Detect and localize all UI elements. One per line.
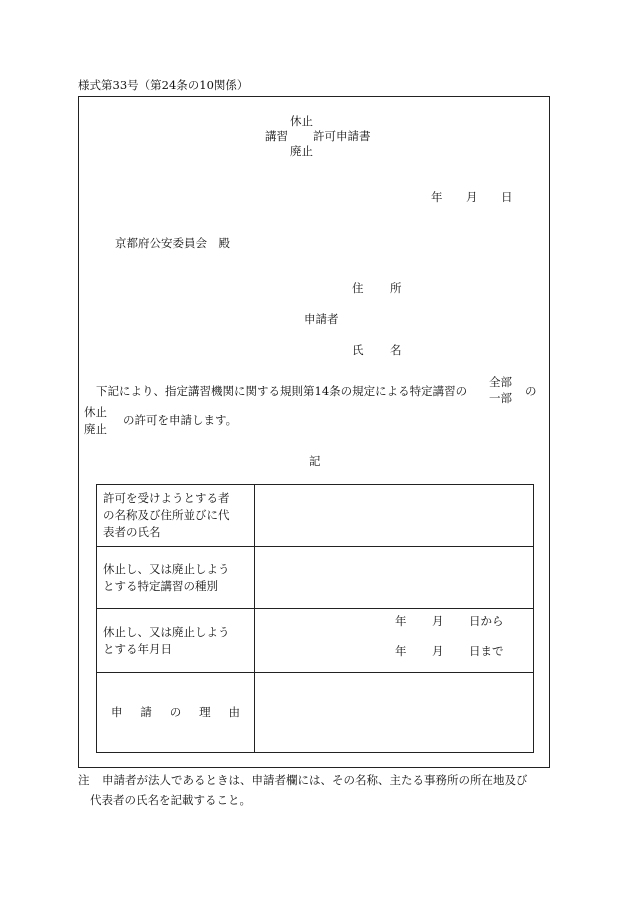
address-label-2: 所 (390, 281, 402, 295)
table-row-course-type (97, 547, 534, 609)
period-to-month: 月 (432, 644, 444, 658)
reason-label (97, 673, 255, 753)
reason-field[interactable] (255, 673, 534, 753)
reason-char: 請 (140, 705, 152, 720)
title-main-right: 許可申請書 (313, 129, 371, 143)
course-type-field[interactable] (255, 547, 534, 609)
application-items-table (96, 484, 534, 753)
form-number: 様式第33号（第24条の10関係） (78, 78, 249, 92)
label-line: の名称及び住所並びに代 (103, 508, 230, 523)
scope-option-part: 一部 (489, 391, 512, 405)
date-day: 日 (501, 190, 513, 204)
period-from-month: 月 (432, 614, 444, 628)
label-line: 休止し、又は廃止しよう (103, 624, 230, 639)
name-label-2: 名 (390, 343, 402, 357)
reason-char: 由 (228, 705, 240, 720)
period-to-year: 年 (395, 644, 407, 658)
applicant-info-label (97, 485, 255, 547)
period-field[interactable] (255, 609, 534, 673)
label-line: とする年月日 (103, 641, 172, 656)
statement-text: 下記により、指定講習機関に関する規則第14条の規定による特定講習の (96, 384, 468, 398)
title-option-suspend: 休止 (290, 114, 313, 128)
statement-ending: の許可を申請します。 (123, 413, 238, 427)
table-row-applicant (97, 485, 534, 547)
scope-option-all: 全部 (489, 375, 512, 389)
action-option-suspend: 休止 (84, 405, 107, 419)
footnote-line-2: 代表者の氏名を記載すること。 (90, 793, 251, 807)
reason-char: の (169, 705, 182, 720)
period-from-day: 日から (469, 614, 504, 628)
label-line: 許可を受けようとする者 (103, 491, 230, 506)
label-line: とする特定講習の種別 (103, 578, 218, 593)
table-row-period (97, 609, 534, 673)
applicant-info-field[interactable] (255, 485, 534, 547)
period-label (97, 609, 255, 673)
action-option-abolish: 廃止 (84, 422, 107, 436)
period-from (395, 613, 504, 630)
title-option-abolish: 廃止 (290, 144, 313, 158)
course-type-label (97, 547, 255, 609)
title-main-left: 講習 (265, 129, 288, 143)
period-to (395, 643, 504, 660)
date-year: 年 (431, 190, 443, 204)
reason-char: 理 (199, 705, 211, 720)
applicant-role-label: 申請者 (304, 312, 339, 326)
name-label-1: 氏 (352, 343, 364, 357)
label-line: 表者の氏名 (103, 524, 161, 539)
addressee: 京都府公安委員会 殿 (115, 236, 230, 250)
label-line: 休止し、又は廃止しよう (103, 561, 230, 576)
footnote-lead: 注 (78, 773, 90, 787)
date-month: 月 (466, 190, 478, 204)
footnote-line-1: 申請者が法人であるときは、申請者欄には、その名称、主たる事務所の所在地及び (102, 773, 528, 787)
period-to-day: 日まで (469, 644, 504, 658)
statement-particle: の (525, 384, 537, 398)
table-row-reason (97, 673, 534, 753)
period-from-year: 年 (395, 614, 407, 628)
ki-heading: 記 (309, 454, 321, 468)
address-label-1: 住 (352, 281, 364, 295)
reason-char: 申 (111, 705, 123, 720)
